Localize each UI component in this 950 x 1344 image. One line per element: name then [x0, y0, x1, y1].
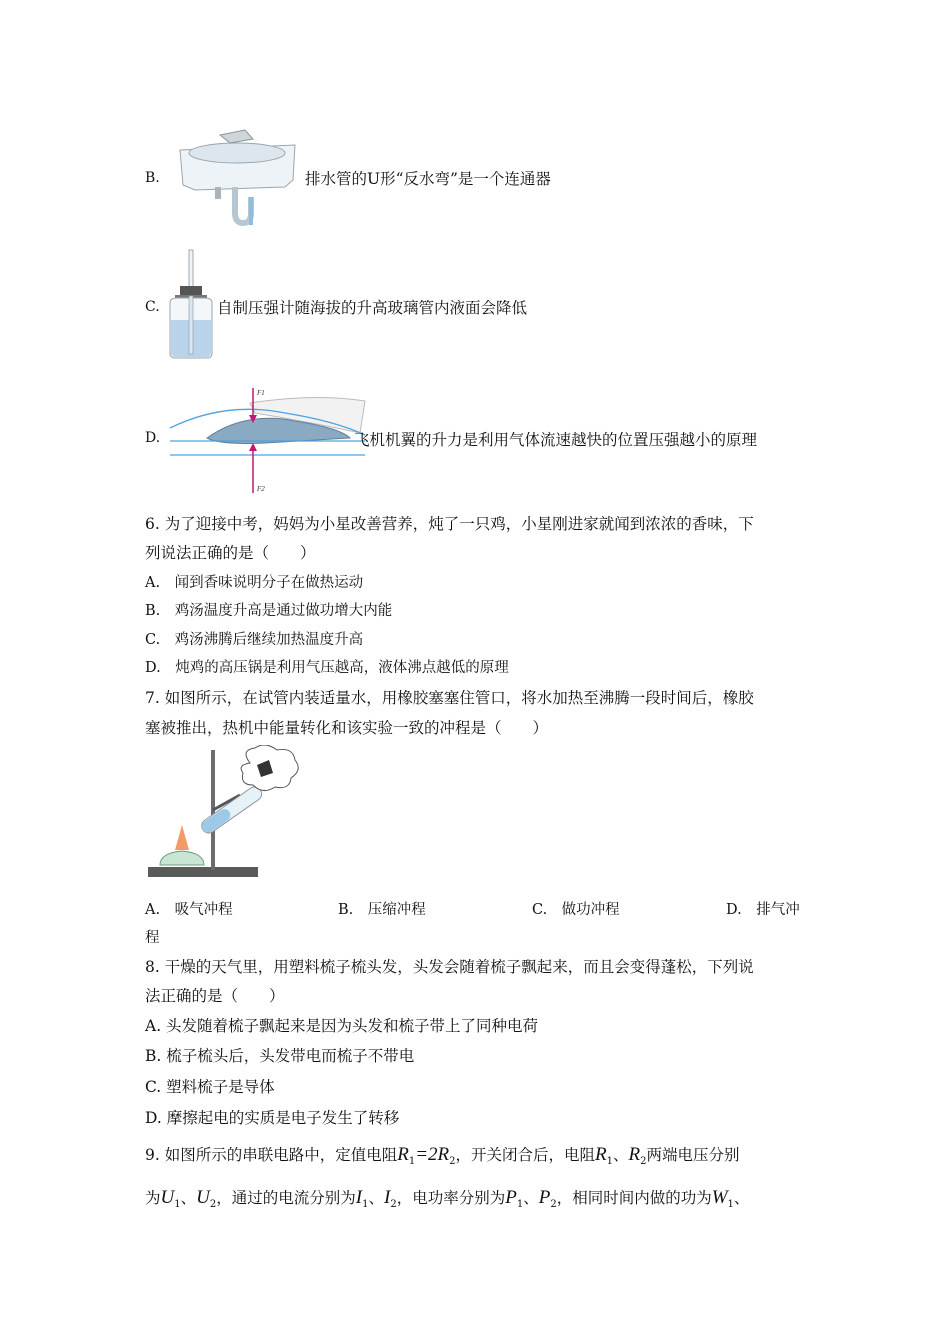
q8-option-c: C. 塑料梳子是导体: [145, 1078, 275, 1096]
q7-option-d: D. 排气冲: [726, 902, 800, 918]
f1-label: F1: [257, 389, 265, 397]
option-d-label: D.: [145, 430, 161, 446]
test-tube-experiment-figure: [145, 745, 300, 883]
q7-option-a: A. 吸气冲程: [145, 902, 233, 918]
option-d-text: 飞机机翼的升力是利用气体流速越快的位置压强越小的原理: [354, 431, 758, 449]
q7-stem-line1: 7. 如图所示，在试管内装适量水，用橡胶塞塞住管口，将水加热至沸腾一段时间后，橡胶: [145, 689, 754, 707]
q6-stem-line2: 列说法正确的是（ ）: [145, 544, 316, 562]
q8-option-a: A. 头发随着梳子飘起来是因为头发和梳子带上了同种电荷: [145, 1017, 539, 1035]
q6-option-d: D. 炖鸡的高压锅是利用气压越高，液体沸点越低的原理: [145, 660, 509, 676]
option-c-text: 自制压强计随海拔的升高玻璃管内液面会降低: [217, 299, 528, 317]
sink-figure: [175, 125, 300, 230]
q7-option-d-wrap: 程: [145, 930, 160, 946]
q8-stem-line2: 法正确的是（ ）: [145, 987, 285, 1005]
q8-stem-line1: 8. 干燥的天气里，用塑料梳子梳头发，头发会随着梳子飘起来，而且会变得蓬松，下列说: [145, 958, 754, 976]
q9-line1: 9. 如图所示的串联电路中，定值电阻$R_1=2R_2$，开关闭合后，电阻$R_1$、$R_2$两端电压分别: [145, 1144, 740, 1168]
f2-label: F2: [257, 485, 265, 493]
bottle-barometer-figure: [165, 248, 220, 360]
option-b-text: 排水管的U形“反水弯”是一个连通器: [305, 170, 551, 188]
q6-option-a: A. 闻到香味说明分子在做热运动: [145, 575, 364, 591]
q6-stem-line1: 6. 为了迎接中考，妈妈为小星改善营养，炖了一只鸡，小星刚进家就闻到浓浓的香味，下: [145, 515, 754, 533]
q6-option-b: B. 鸡汤温度升高是通过做功增大内能: [145, 603, 393, 619]
option-b-label: B.: [145, 170, 160, 186]
q8-option-b: B. 梳子梳头后，头发带电而梳子不带电: [145, 1047, 415, 1065]
option-c-label: C.: [145, 299, 160, 315]
q7-option-c: C. 做功冲程: [532, 902, 620, 918]
q8-option-d: D. 摩擦起电的实质是电子发生了转移: [145, 1109, 400, 1127]
q9-line2: 为$U_1$、$U_2$，通过的电流分别为$I_1$、$I_2$，电功率分别为$P_1$、$P_2$，相同时间内做的功为$W_1$、: [145, 1187, 750, 1211]
q7-stem-line2: 塞被推出，热机中能量转化和该实验一致的冲程是（ ）: [145, 719, 549, 737]
q6-option-c: C. 鸡汤沸腾后继续加热温度升高: [145, 632, 364, 648]
airfoil-figure: [165, 383, 375, 498]
q7-option-b: B. 压缩冲程: [338, 902, 426, 918]
